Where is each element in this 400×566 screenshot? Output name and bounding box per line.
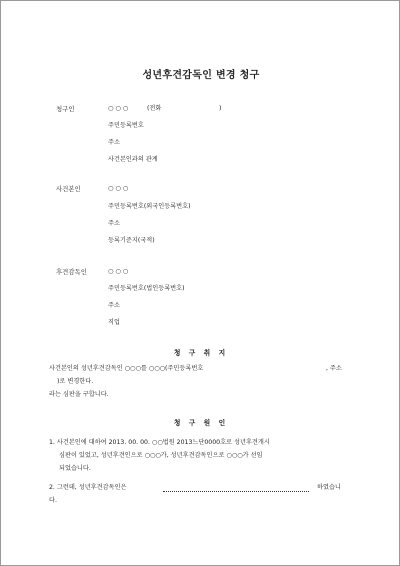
supervisor-address: 주소 <box>108 302 120 309</box>
claimant-phone: (전화 <box>147 105 162 112</box>
purpose-heading: 청 구 취 지 <box>173 349 229 357</box>
page-title: 성년후견감독인 변경 청구 <box>142 70 260 81</box>
claimant-name: ○ ○ ○ <box>108 105 129 112</box>
reason-heading: 청 구 원 인 <box>173 419 229 427</box>
claimant-relation: 사건본인과의 관계 <box>108 156 158 163</box>
claimant-label: 청구인 <box>56 105 75 113</box>
reason-item2-line2: 다. <box>49 497 57 504</box>
blank-fill-line <box>163 491 309 492</box>
purpose-line2: )로 변경한다. <box>57 378 94 385</box>
reason-item1-line2: 심판이 있었고, 성년후견인으로 ○○○가, 성년후견감독인으로 ○○○가 선임 <box>59 452 263 459</box>
principal-registry: 등록기준지(국적) <box>108 237 155 244</box>
supervisor-id-number: 주민등록번호(법인등록번호) <box>108 285 185 292</box>
purpose-line1-a: 사건본인의 성년후견감독인 ○○○를 ○○○(주민등록번호 <box>49 365 204 372</box>
supervisor-label: 후견감독인 <box>56 268 87 276</box>
principal-label: 사건본인 <box>56 185 81 193</box>
claimant-id-number: 주민등록번호 <box>108 122 144 129</box>
principal-name: ○ ○ ○ <box>108 185 129 192</box>
purpose-line3: 라는 심판을 구합니다. <box>49 391 109 398</box>
supervisor-occupation: 직업 <box>108 319 120 326</box>
reason-item2-line1-a: 2. 그런데, 성년후견감독인은 <box>49 484 127 491</box>
principal-id-number: 주민등록번호(외국인등록번호) <box>108 203 191 210</box>
reason-item1-line3: 되었습니다. <box>59 465 91 472</box>
claimant-address: 주소 <box>108 139 120 146</box>
purpose-line1-b: , 주소 <box>326 365 342 372</box>
supervisor-name: ○ ○ ○ <box>108 268 129 275</box>
reason-item2-line1-b: 하였습니 <box>317 484 341 491</box>
principal-address: 주소 <box>108 220 120 227</box>
claimant-phone-close: ) <box>219 105 222 112</box>
reason-item1-line1: 1. 사건본인에 대하여 2013. 00. 00. ○○법원 2013느단0000호로 성년후견개시 <box>49 439 270 446</box>
